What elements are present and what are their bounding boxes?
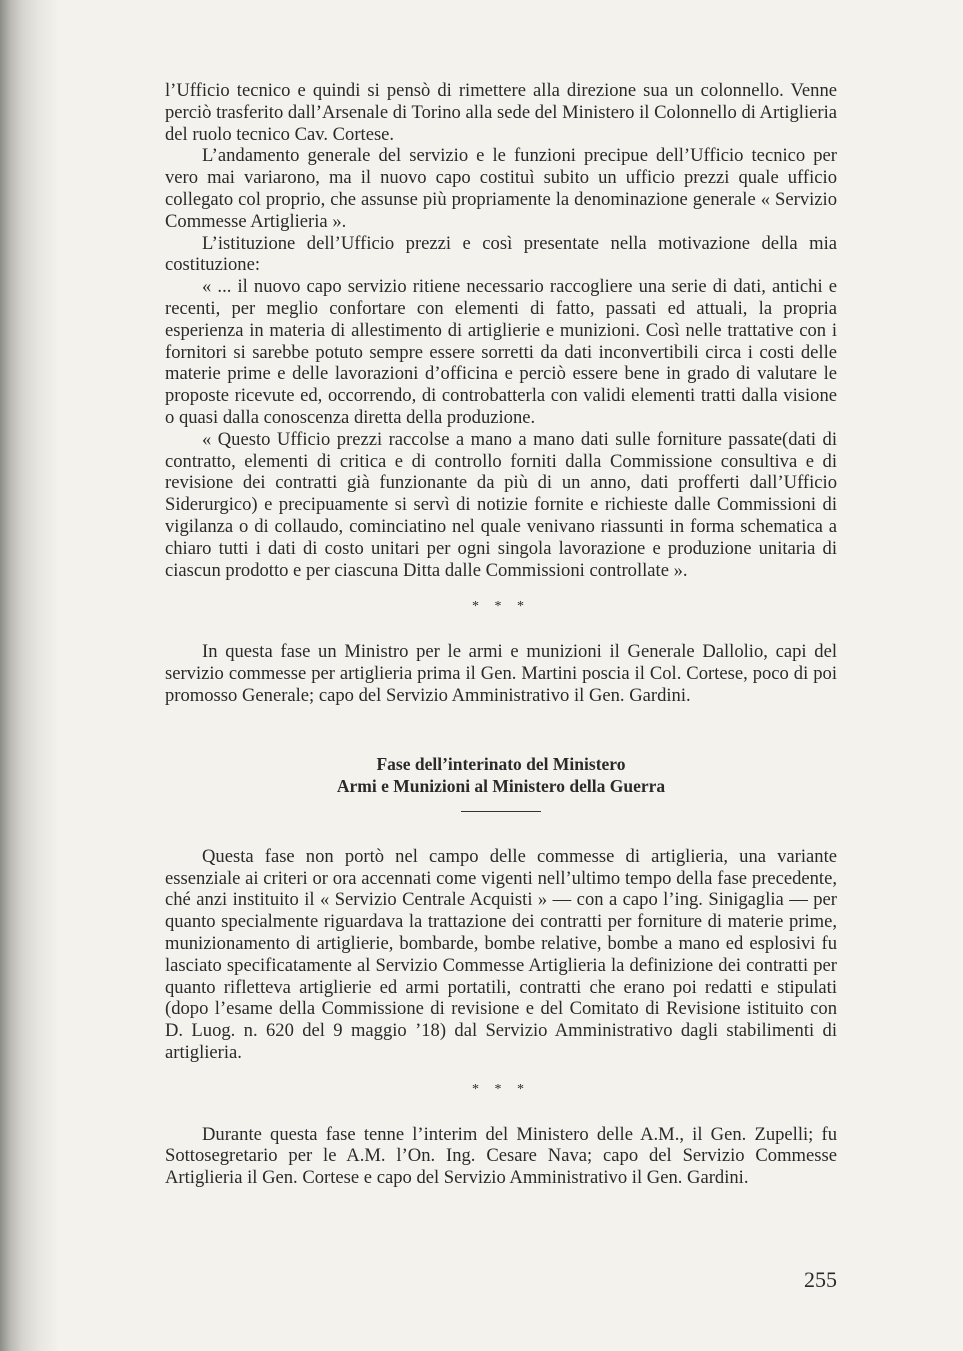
scan-gutter-shadow xyxy=(0,0,60,1351)
paragraph-phase-description: Questa fase non portò nel campo delle commesse di artiglieria, una variante essenziale ai criteri or ora accennati come vigenti nell’ultimo tempo della fase precedente, ché anzi instituito il « Servizio Centrale Acquisti » — con a capo l’ing. Sinigaglia — per quanto specialmente riguardava la trattazione dei contratti per forniture di materie prime, munizionamento di artiglierie, bombarde, bombe relative, bombe a mano ed esplosivi fu lasciato specificatamente al Servizio Commesse Artiglieria la definizione dei contratti per quanto rifletteva artiglierie ed armi portatili, contratti che erano poi redatti e stipulati (dopo l’esame della Commissione di revisione e del Comitato di Revisione istituito con D. Luog. n. 620 del 9 maggio ’18) dal Servizio Amministrativo dagli stabilimenti di artiglieria. xyxy=(165,845,837,1063)
paragraph-istituzione: L’istituzione dell’Ufficio prezzi e così presentate nella motivazione della mia costituzione: xyxy=(165,232,837,276)
paragraph-ministers-phase-2: Durante questa fase tenne l’interim del Ministero delle A.M., il Gen. Zupelli; fu Sottosegretario per le A.M. l’On. Ing. Cesare Nava; capo del Servizio Commesse Artiglieria il Gen. Cortese e capo del Servizio Amministrativo il Gen. Gardini. xyxy=(165,1123,837,1189)
section-heading-line-1: Fase dell’interinato del Ministero xyxy=(376,753,626,774)
paragraph-ufficio-tecnico: l’Ufficio tecnico e quindi si pensò di rimettere alla direzione sua un colonnello. Venne perciò trasferito dall’Arsenale di Torino alla sede del Ministero il Colonnello di Artiglieria del ruolo tecnico Cav. Cortese. xyxy=(165,80,837,145)
section-separator-stars-2: * * * xyxy=(472,1081,530,1097)
heading-underline-rule xyxy=(461,811,541,812)
section-heading-line-2: Armi e Munizioni al Ministero della Guerra xyxy=(336,775,666,796)
paragraph-ministers-phase-1: In questa fase un Ministro per le armi e munizioni il Generale Dallolio, capi del servizio commesse per artiglieria prima il Gen. Martini poscia il Col. Cortese, poco di poi promosso Generale; capo del Servizio Amministrativo il Gen. Gardini. xyxy=(165,641,837,706)
paragraph-andamento: L’andamento generale del servizio e le funzioni precipue dell’Ufficio tecnico per vero mai variarono, ma il nuovo capo costituì subito un ufficio prezzi quale ufficio collegato col proprio, che assunse più propriamente la denominazione generale « Servizio Commesse Artiglieria ». xyxy=(165,145,837,232)
section-separator-stars: * * * xyxy=(472,599,530,615)
paragraph-quote-ufficio-prezzi: « Questo Ufficio prezzi raccolse a mano a mano dati sulle forniture passate(dati di contratto, elementi di critica e di controllo forniti dalla Commissione consultiva e di revisione dei contratti già funzionante da più di un anno, dati profferti dall’Ufficio Siderurgico) e precipuamente si servì di notizie fornite e richieste dalle Commissioni di vigilanza o di collaudo, cominciatino nel quale venivano riassunti in forma schematica a chiaro tutti i dati di costo unitari per ogni singola lavorazione e produzione unitaria di ciascun prodotto e per ciascuna Ditta dalle Commissioni controllate ». xyxy=(165,428,837,581)
page-content xyxy=(165,80,837,1189)
paragraph-quote-capo-servizio: « ... il nuovo capo servizio ritiene necessario raccogliere una serie di dati, antichi e recenti, per meglio confortare con elementi di fatto, passati ed attuali, la propria esperienza in materia di allestimento di artiglierie e munizioni. Così nelle trattative con i fornitori si sarebbe potuto sempre essere sorretti da dati inconvertibili circa i costi delle materie prime e delle lavorazioni d’officina e perciò essere bene in grado di valutare le proposte ricevute ed, occorrendo, di controbatterla con validi elementi tratti dalla visione o quasi dalla conoscenza diretta della produzione. xyxy=(165,276,837,428)
page-number: 255 xyxy=(804,1267,837,1292)
